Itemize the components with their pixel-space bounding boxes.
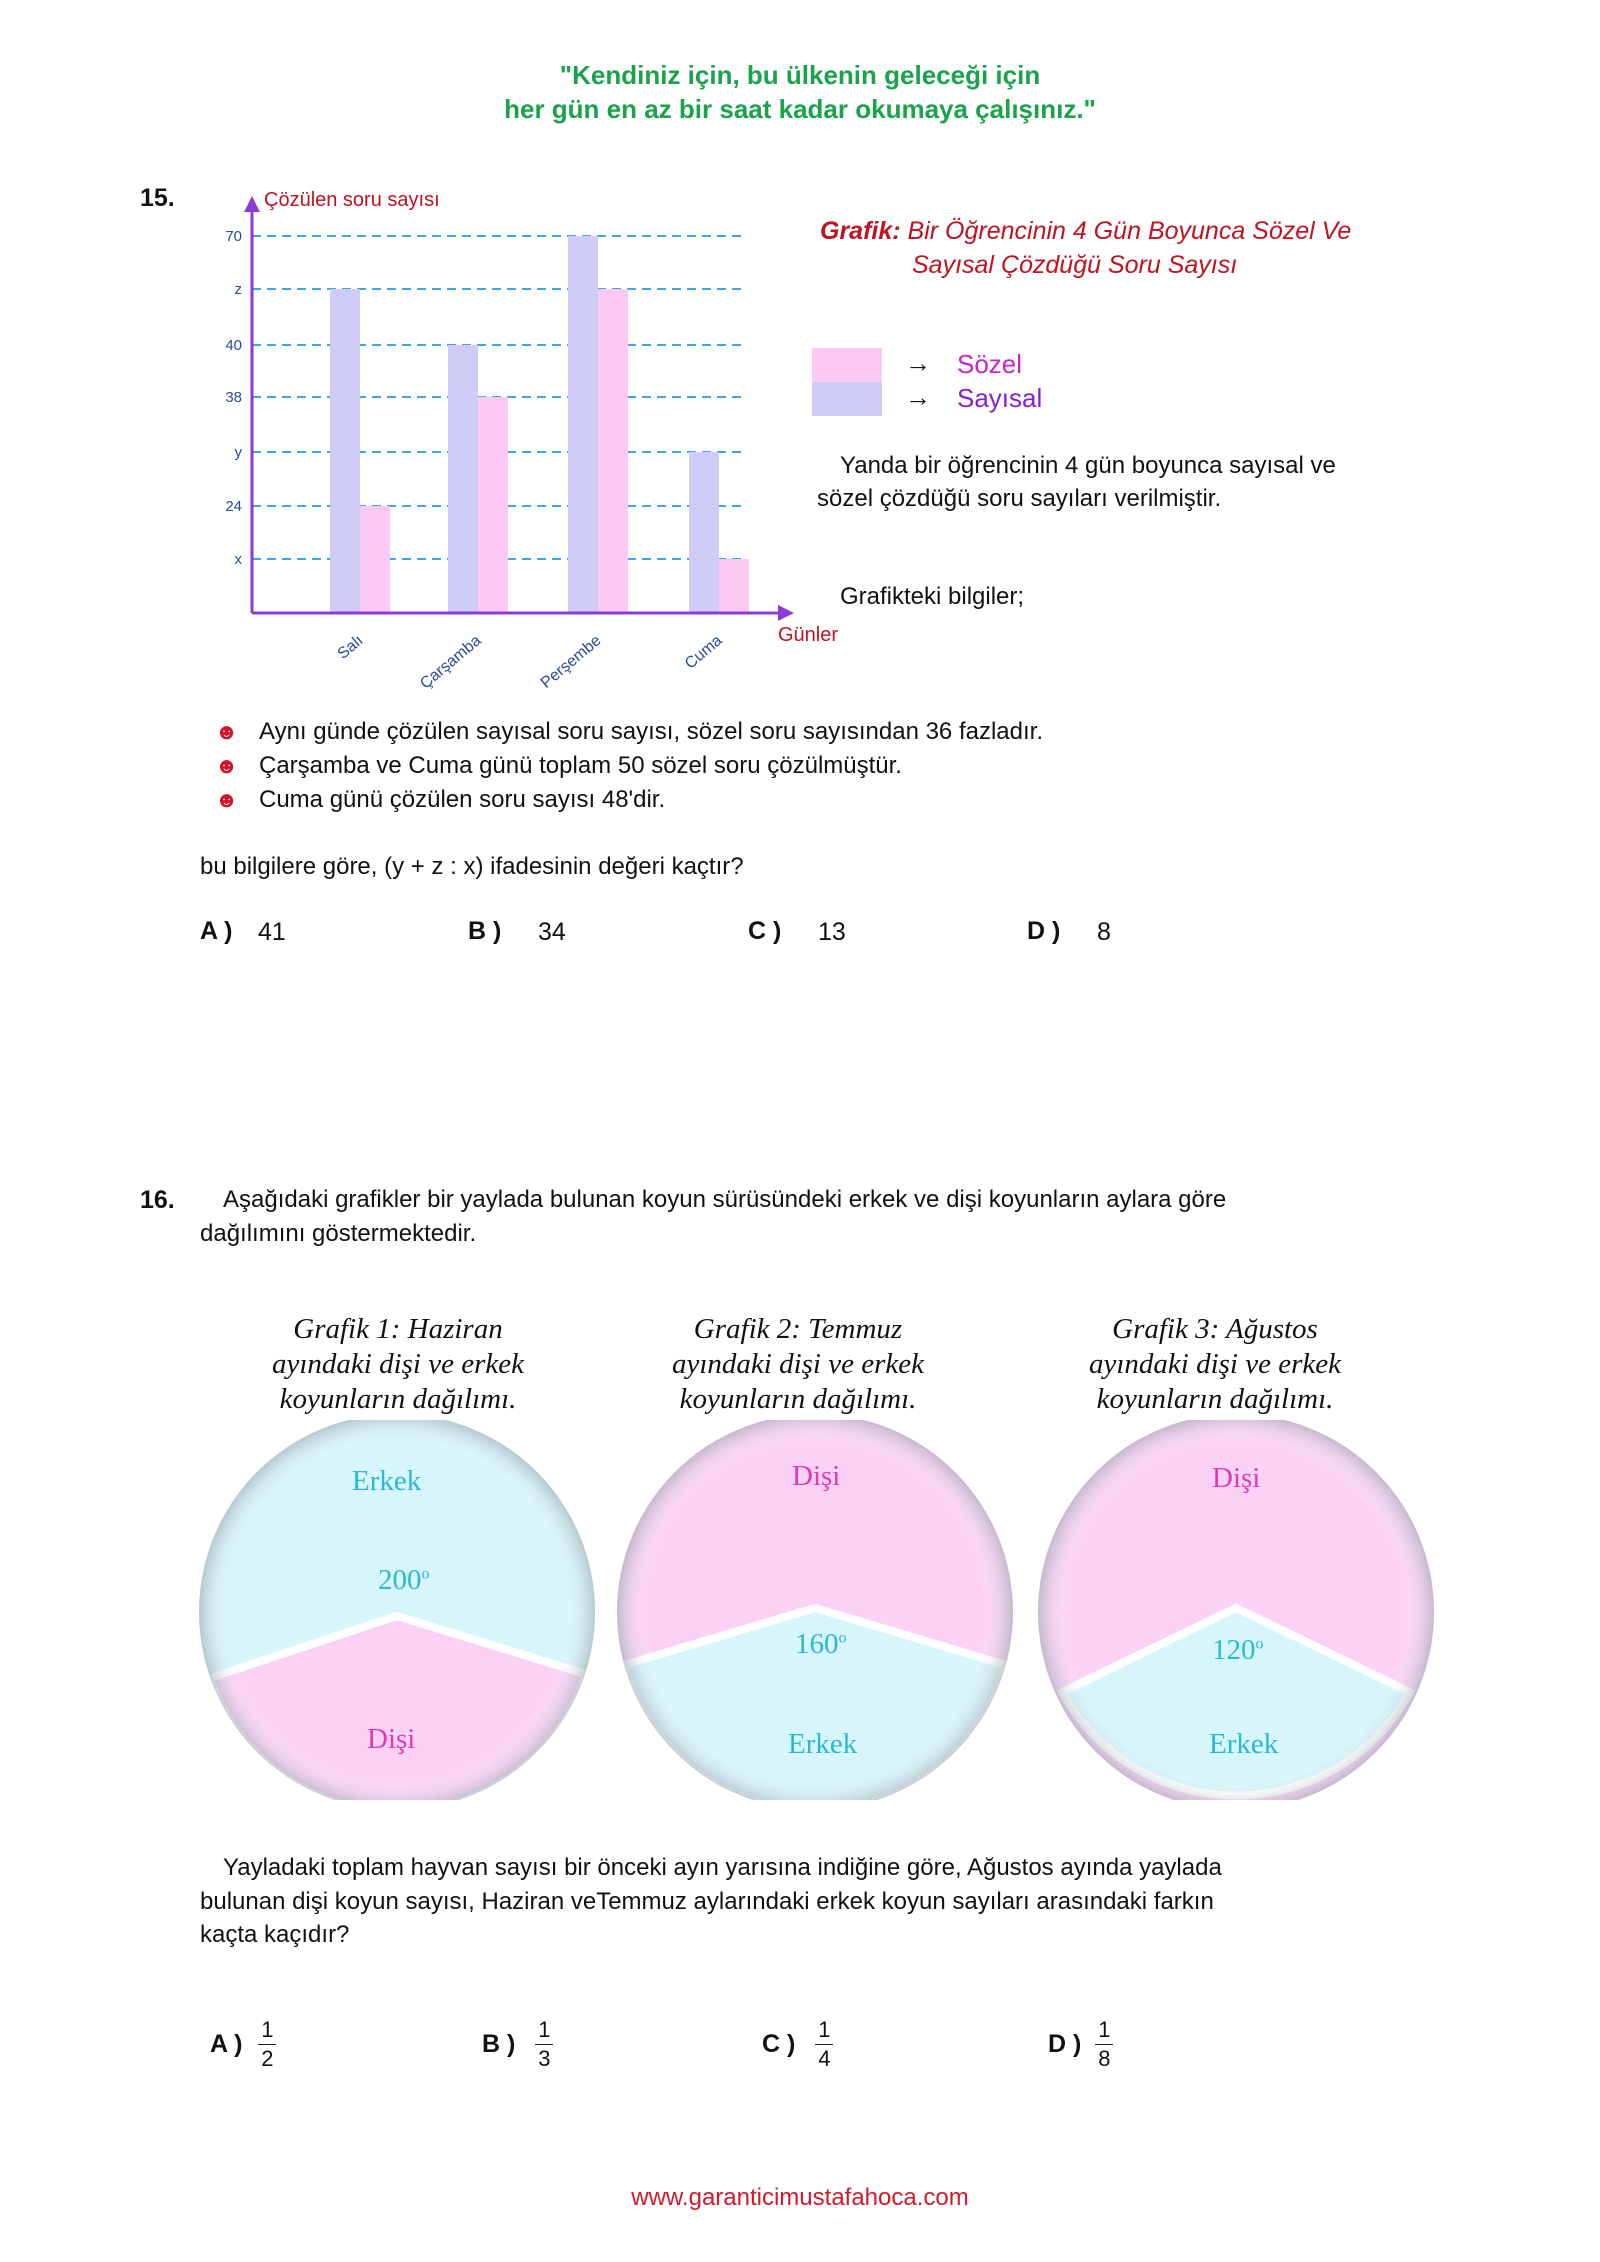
bar-sözel-2 [598,289,628,613]
fraction-bar [1095,2044,1113,2045]
chart-title [820,214,1351,248]
x-tick-label: Salı [334,632,367,663]
q15-option-a-letter[interactable]: A ) [200,917,233,945]
pie-2-bottom-label: Erkek [788,1728,858,1760]
pie-title-2 [633,1312,963,1417]
denominator: 2 [261,2046,274,2071]
legend-label-sozel: Sözel [957,349,1023,379]
legend-label-sayisal: Sayısal [957,383,1043,413]
bar-sayısal-2 [568,236,598,613]
bullet-text: Cuma günü çözülen soru sayısı 48'dir. [259,786,666,813]
pie-title-1 [233,1312,563,1417]
y-tick-label: y [234,444,242,461]
bullet-item [215,783,1043,817]
q15-option-b-value[interactable]: 34 [538,918,566,946]
degree-sign: o [838,1629,847,1647]
pie-title-1-line1: Grafik 1: Haziran [293,1313,503,1345]
pie-title-1-line2: ayındaki dişi ve erkek [271,1348,525,1380]
pie-2-top-label: Dişi [792,1460,841,1492]
numerator: 1 [818,2017,831,2042]
degree-sign: o [421,1565,430,1583]
bullet-text: Çarşamba ve Cuma günü toplam 50 sözel soru çözülmüştür. [259,752,902,779]
pie-title-3-line1: Grafik 3: Ağustos [1112,1313,1318,1345]
bar-sayısal-3 [689,452,719,613]
x-tick-label: Cuma [681,632,726,673]
y-axis-arrow-icon [244,196,260,212]
q15-option-c-value[interactable]: 13 [818,918,846,946]
q16-option-d[interactable] [1048,2018,1113,2071]
chart-title-line2: Sayısal Çözdüğü Soru Sayısı [912,251,1238,279]
pie-3-angle-value: 120 [1212,1634,1256,1666]
pie-1-angle-value: 200 [378,1564,422,1596]
bar-sözel-0 [360,506,390,613]
y-tick-label: 40 [225,337,242,354]
bar-sayısal-1 [448,345,478,613]
q16-question-line1: Yayladaki toplam hayvan sayısı bir önceki ayın yarısına indiğine göre, Ağustos ayında yaylada [223,1854,1222,1881]
q15-question: bu bilgilere göre, (y + z : x) ifadesinin değeri kaçtır? [200,853,744,880]
header-quote-line2: her gün en az bir saat kadar okumaya çalışınız." [504,94,1096,124]
question-number-16: 16. [140,1186,175,1214]
y-tick-label: x [234,551,242,568]
q16-option-b-letter[interactable]: B ) [482,2030,516,2058]
chart-bars [330,236,749,613]
fraction [1095,2018,1113,2071]
q15-info-intro: Grafikteki bilgiler; [840,583,1025,610]
degree-sign: o [1255,1635,1264,1653]
q16-intro-line2: dağılımını göstermektedir. [200,1220,477,1247]
q15-option-c-letter[interactable]: C ) [748,917,782,945]
pie-title-1-line3: koyunların dağılımı. [279,1383,517,1415]
fraction-bar [535,2044,553,2045]
y-tick-label: z [234,281,242,298]
q16-option-a-letter[interactable]: A ) [210,2030,243,2058]
pie-3-top-label: Dişi [1212,1462,1261,1494]
chart-title-prefix: Grafik: [820,217,901,245]
y-tick-label: 24 [225,498,242,515]
q15-option-b-letter[interactable]: B ) [468,917,502,945]
x-axis-title: Günler [778,624,839,646]
x-tick-label: Çarşamba [417,632,485,693]
pie-1-bottom-label: Dişi [367,1723,416,1755]
numerator: 1 [538,2017,551,2042]
y-tick-label: 38 [225,389,242,406]
numerator: 1 [1098,2017,1111,2042]
x-axis-arrow-icon [778,605,794,621]
pie-title-2-line1: Grafik 2: Temmuz [693,1313,903,1345]
q16-question-line3: kaçta kaçıdır? [200,1921,350,1948]
bar-chart [0,0,1600,700]
q15-option-d-letter[interactable]: D ) [1027,917,1061,945]
denominator: 8 [1098,2046,1111,2071]
legend-swatch-sayisal [812,382,882,416]
pie-title-3 [1050,1312,1380,1417]
fraction-bar [258,2044,276,2045]
bar-sayısal-0 [330,289,360,613]
chart-title-line1: Bir Öğrencinin 4 Gün Boyunca Sözel Ve [907,217,1352,245]
pie-2-angle [795,1628,847,1661]
denominator: 4 [818,2046,831,2071]
q16-option-b[interactable] [482,2018,553,2071]
x-tick-label: Perşembe [537,632,605,692]
question-number-15: 15. [140,184,175,212]
legend-arrow-2: → [905,382,931,412]
legend-swatch-sozel [812,348,882,382]
header-quote-line1: "Kendiniz için, bu ülkenin geleceği için [559,60,1041,90]
q16-intro-line1: Aşağıdaki grafikler bir yaylada bulunan koyun sürüsündeki erkek ve dişi koyunların aylara göre [223,1186,1227,1213]
fraction [815,2018,833,2071]
q15-option-a-value[interactable]: 41 [258,918,286,946]
q16-option-c[interactable] [762,2018,833,2071]
fraction [258,2018,276,2071]
bullet-text: Aynı günde çözülen sayısal soru sayısı, sözel soru sayısından 36 fazladır. [259,718,1043,745]
q16-option-d-letter[interactable]: D ) [1048,2030,1082,2058]
q15-description-line2: sözel çözdüğü soru sayıları verilmiştir. [817,485,1222,512]
q16-option-a[interactable] [210,2018,276,2071]
pie-1-angle [378,1564,430,1597]
pie-3-bottom-label: Erkek [1209,1728,1279,1760]
fraction [535,2018,553,2071]
legend-arrow-1: → [905,348,931,378]
bullet-item [215,715,1043,749]
smiley-icon: ☻ [215,753,239,778]
bar-sözel-1 [478,397,508,613]
pie-3-angle [1212,1634,1264,1667]
q15-description-line1: Yanda bir öğrencinin 4 gün boyunca sayısal ve [840,452,1336,479]
q16-question-line2: bulunan dişi koyun sayısı, Haziran veTemmuz aylarındaki erkek koyun sayıları arasındaki farkın [200,1888,1214,1915]
q15-option-d-value[interactable]: 8 [1097,918,1111,946]
footer-website[interactable]: www.garanticimustafahoca.com [631,2184,969,2211]
pie-title-2-line3: koyunların dağılımı. [679,1383,917,1415]
fraction-bar [815,2044,833,2045]
pie-title-3-line2: ayındaki dişi ve erkek [1088,1348,1342,1380]
pie-title-3-line3: koyunların dağılımı. [1096,1383,1334,1415]
chart-labels [225,189,838,693]
pie-2-angle-value: 160 [795,1628,839,1660]
numerator: 1 [261,2017,274,2042]
y-tick-label: 70 [225,228,242,245]
bullet-item [215,749,1043,783]
smiley-icon: ☻ [215,787,239,812]
smiley-icon: ☻ [215,719,239,744]
bar-sözel-3 [719,559,749,613]
pie-1-top-label: Erkek [352,1465,422,1497]
y-axis-title: Çözülen soru sayısı [264,189,440,211]
pie-title-2-line2: ayındaki dişi ve erkek [671,1348,925,1380]
q16-option-c-letter[interactable]: C ) [762,2030,796,2058]
q15-bullets [215,715,1043,817]
denominator: 3 [538,2046,551,2071]
